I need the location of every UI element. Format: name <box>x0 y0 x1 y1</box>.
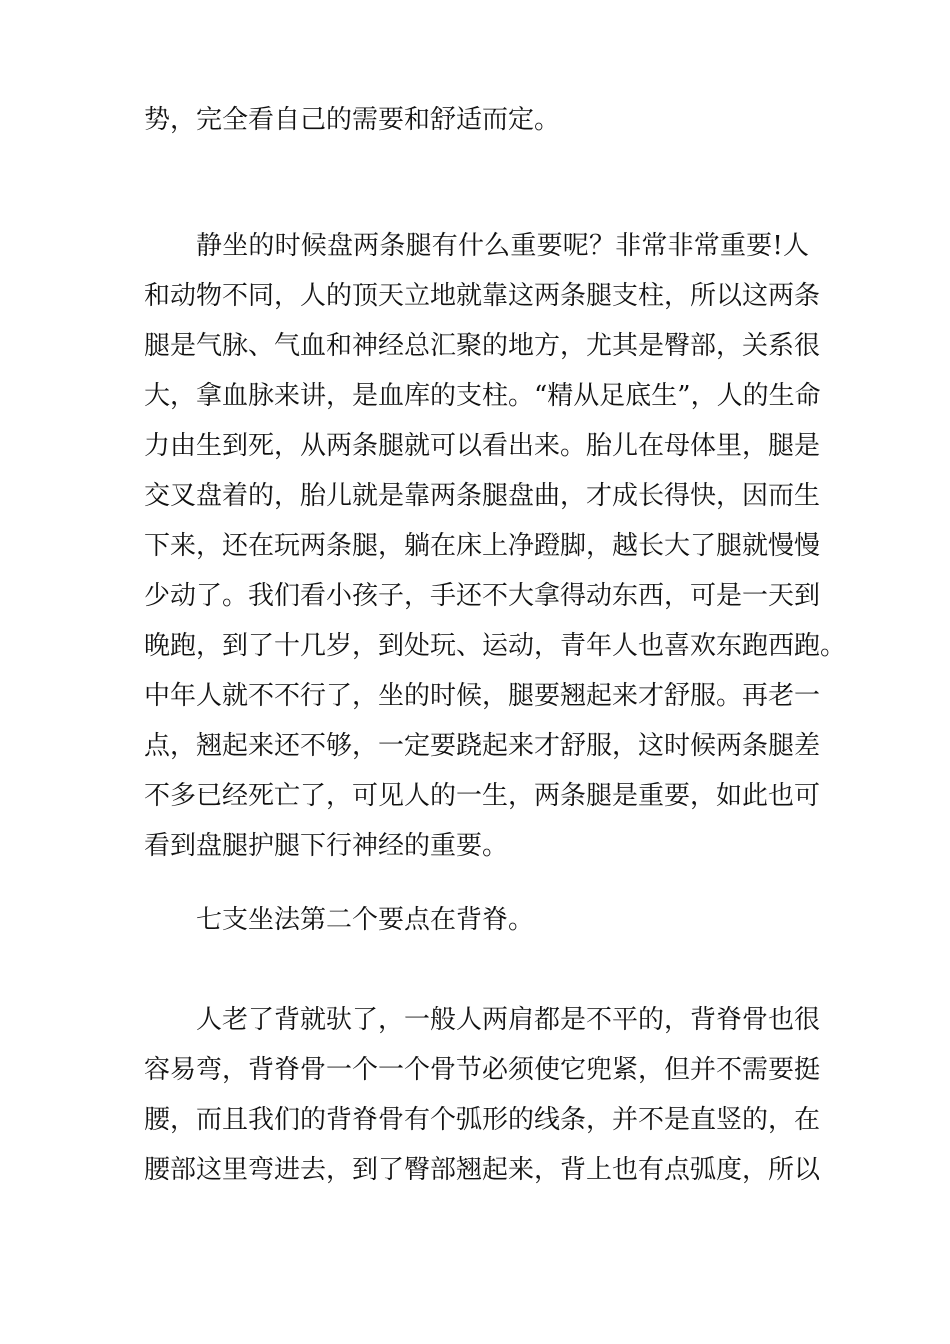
text-line: 容易弯，背脊骨一个一个骨节必须使它兜紧，但并不需要挺 <box>144 1055 821 1085</box>
text-line: 中年人就不不行了，坐的时候，腿要翘起来才舒服。再老一 <box>144 681 821 711</box>
text-line: 力由生到死，从两条腿就可以看出来。胎儿在母体里，腿是 <box>144 431 821 461</box>
text-line: 人老了背就驮了，一般人两肩都是不平的，背脊骨也很 <box>196 1005 821 1035</box>
text-line: 看到盘腿护腿下行神经的重要。 <box>144 831 509 861</box>
text-line: 下来，还在玩两条腿，躺在床上净蹬脚，越长大了腿就慢慢 <box>144 531 821 561</box>
text-line: 腰，而且我们的背脊骨有个弧形的线条，并不是直竖的，在 <box>144 1105 821 1135</box>
text-line: 腰部这里弯进去，到了臀部翘起来，背上也有点弧度，所以 <box>144 1155 821 1185</box>
text-line: 静坐的时候盘两条腿有什么重要呢？非常非常重要!人 <box>196 231 809 261</box>
text-line: 不多已经死亡了，可见人的一生，两条腿是重要，如此也可 <box>144 781 821 811</box>
text-line: 点，翘起来还不够，一定要跷起来才舒服，这时候两条腿差 <box>144 731 821 761</box>
text-line: 七支坐法第二个要点在背脊。 <box>196 905 535 935</box>
text-line: 大，拿血脉来讲，是血库的支柱。“精从足底生”，人的生命 <box>144 381 821 411</box>
text-line: 势，完全看自己的需要和舒适而定。 <box>144 105 561 135</box>
text-line: 晚跑，到了十几岁，到处玩、运动，青年人也喜欢东跑西跑。 <box>144 631 847 661</box>
text-line: 交叉盘着的，胎儿就是靠两条腿盘曲，才成长得快，因而生 <box>144 481 821 511</box>
text-line: 腿是气脉、气血和神经总汇聚的地方，尤其是臀部，关系很 <box>144 331 821 361</box>
text-line: 少动了。我们看小孩子，手还不大拿得动东西，可是一天到 <box>144 581 821 611</box>
text-line: 和动物不同，人的顶天立地就靠这两条腿支柱，所以这两条 <box>144 281 821 311</box>
